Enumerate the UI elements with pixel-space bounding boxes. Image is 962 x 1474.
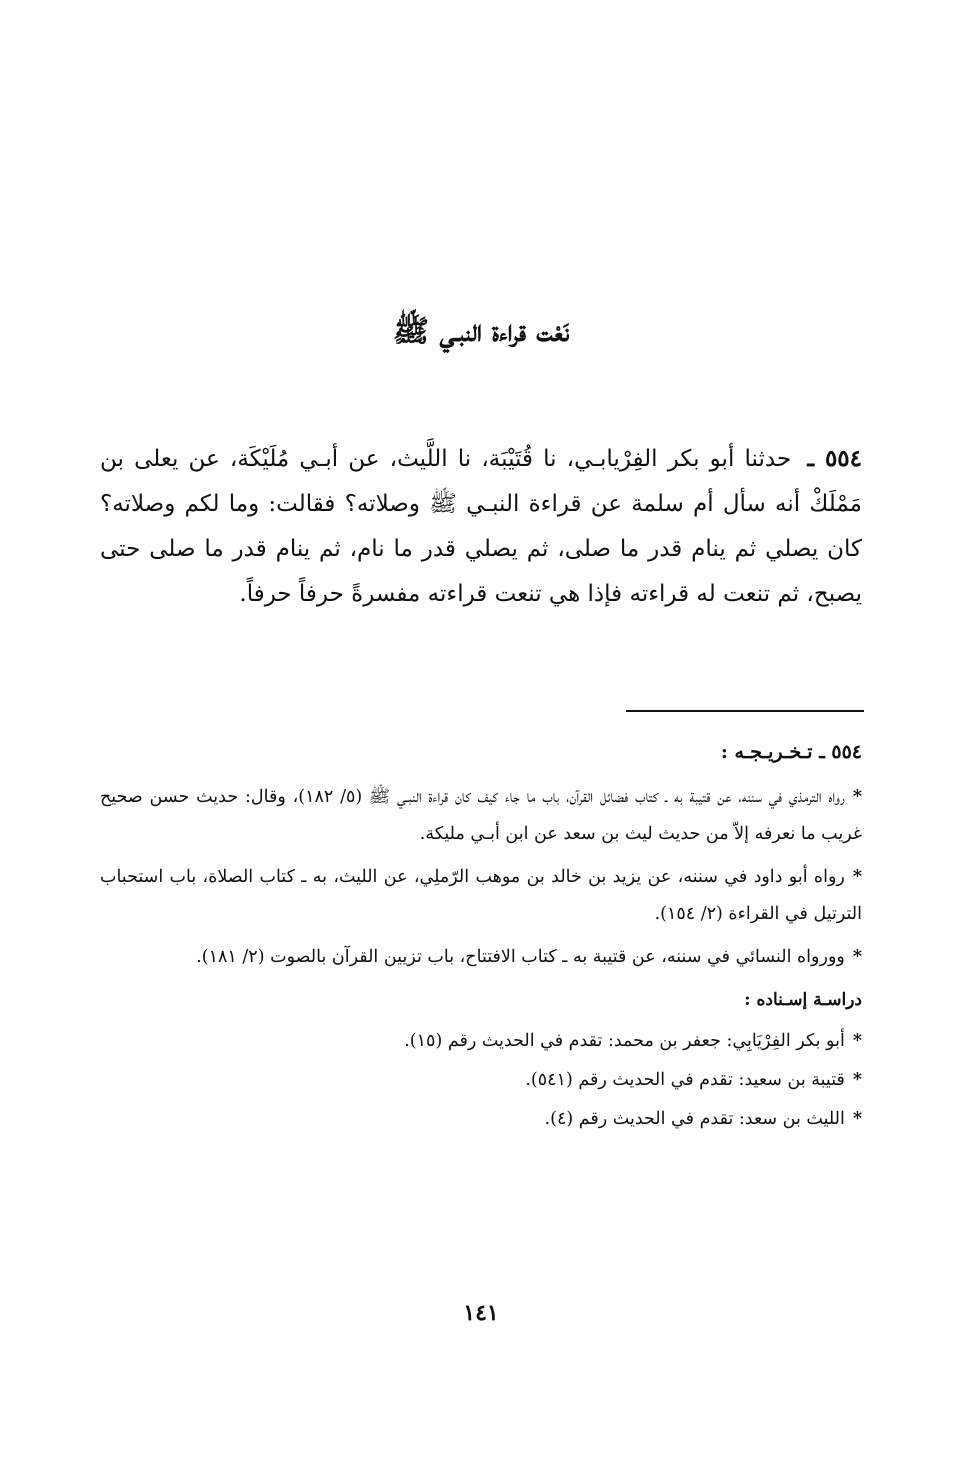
takhrij-item-abu-dawud (100, 859, 862, 933)
hadith-text-block (100, 436, 862, 617)
hadith-number: ٥٥٤ ـ (807, 445, 862, 472)
takhrij-heading: ٥٥٤ ـ تـخـريـجـه : (720, 741, 862, 763)
takhrij-item-tirmidhi (100, 779, 862, 853)
bullet-star-icon: * (852, 1031, 862, 1051)
bullet-star-icon: * (852, 1070, 862, 1090)
footnotes (100, 734, 862, 1140)
isnad-item-layth (100, 1101, 862, 1138)
hadith-body: حدثنا أبو بكر الفِرْيابـي، نا قُتَيْبَة، نا اللَّيث، عن أبـي مُلَيْكَة، عن يعلى بن مَمْلَكْ أنه سأل أم سلمة عن قراءة النبـي ﷺ وصلاته؟ فقالت: وما لكم وصلاته؟ كان يصلي ثم ينام قدر ما صلى، ثم يصلي قدر ما نام، ثم ينام قدر ما صلى حتى يصبح، ثم تنعت له قراءته فإذا هي تنعت قراءته مفسرةً حرفاً حرفاً. (100, 446, 862, 607)
bullet-star-icon: * (852, 947, 862, 967)
isnad-heading: دراسـة إسـناده : (744, 990, 862, 1010)
bullet-star-icon: * (852, 787, 862, 807)
takhrij-item-nasai (100, 939, 862, 976)
isnad-item-text: قتيبة بن سعيد: تقدم في الحديث رقم (٥٤١). (525, 1070, 845, 1090)
page-number: ١٤١ (463, 1300, 499, 1326)
isnad-item-text: أبو بكر الفِرْيَابِي: جعفر بن محمد: تقدم في الحديث رقم (١٥). (404, 1031, 845, 1051)
isnad-item-text: الليث بن سعد: تقدم في الحديث رقم (٤). (544, 1109, 845, 1129)
bullet-star-icon: * (852, 1109, 862, 1129)
takhrij-item-text: رواه الترمذي في سننه، عن قتيبة به ـ كتاب فضائل القرآن، باب ما جاء كيف كان قراءة النبـي ﷺ (٥/ ١٨٢)، وقال: حديث حسن صحيح غريب ما نعرفه إلاّ من حديث ليث بن سعد عن ابن أبـي مليكة. (100, 787, 862, 844)
chapter-title: نَعْت قراءة النبـي ﷺ (392, 314, 570, 349)
isnad-item-qutayba (100, 1062, 862, 1099)
takhrij-item-text: رواه أبو داود في سننه، عن يزيد بن خالد بن موهب الرّملِي، عن الليث، به ـ كتاب الصلاة، باب استحباب الترتيل في القراءة (٢/ ١٥٤). (100, 867, 862, 924)
isnad-item-faryabi (100, 1023, 862, 1060)
bullet-star-icon: * (852, 867, 862, 887)
footnote-divider (626, 710, 864, 712)
takhrij-item-text: وورواه النسائي في سننه، عن قتيبة به ـ كتاب الافتتاح، باب تزيين القرآن بالصوت (٢/ ١٨١). (196, 947, 845, 967)
